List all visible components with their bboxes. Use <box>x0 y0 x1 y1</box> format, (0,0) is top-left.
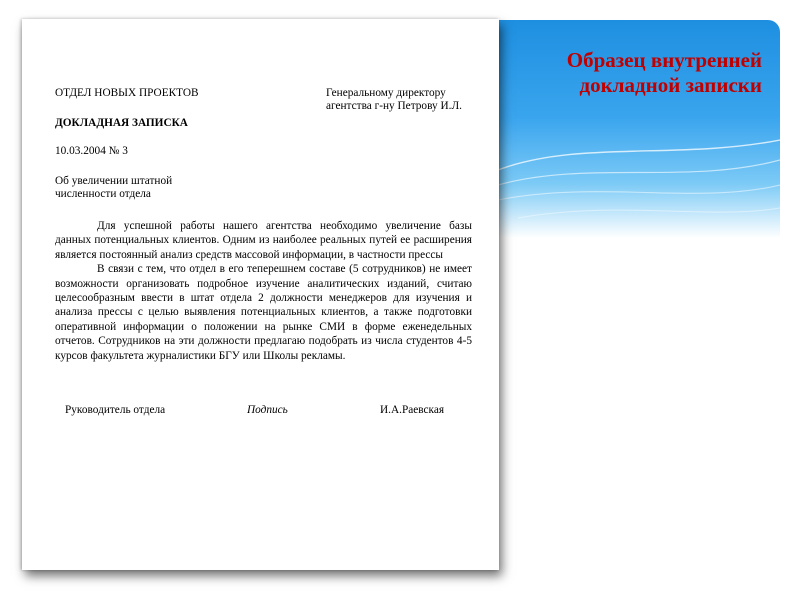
slide-title: Образец внутренней докладной записки <box>566 48 762 97</box>
department-heading: ОТДЕЛ НОВЫХ ПРОЕКТОВ <box>55 87 199 99</box>
addressee-block: Генеральному директору агентства г-ну Петрову И.Л. <box>326 87 462 112</box>
signature-name: И.А.Раевская <box>380 404 445 416</box>
body-paragraph: Для успешной работы нашего агентства необходимо увеличение базы данных потенциальных клиентов. Одним из наиболее реальных путей ее расширения является постоянный анализ средств массовой информации, в частности прессы <box>55 220 472 261</box>
document-page <box>22 19 499 570</box>
document-type: ДОКЛАДНАЯ ЗАПИСКА <box>55 117 188 129</box>
date-and-number: 10.03.2004 № 3 <box>55 145 128 157</box>
signature-role: Руководитель отдела <box>65 404 166 416</box>
subject-line: Об увеличении штатной численности отдела <box>55 175 173 200</box>
document-body <box>55 219 472 363</box>
body-paragraph: В связи с тем, что отдел в его теперешнем составе (5 сотрудников) не имеет возможности организовать подробное изучение аналитических изданий, считаю целесообразным ввести в штат отдела 2 должности менеджеров для изучения и анализа прессы с целью выявления потенциальных клиентов, а также подготовки оперативной информации о положении на рынке СМИ в форме еженедельных отчетов. Сотрудников на эти должности предлагаю подобрать из числа студентов 4-5 курсов факультета журналистики БГУ или Школы рекламы. <box>55 263 472 362</box>
signature-placeholder: Подпись <box>247 404 288 416</box>
